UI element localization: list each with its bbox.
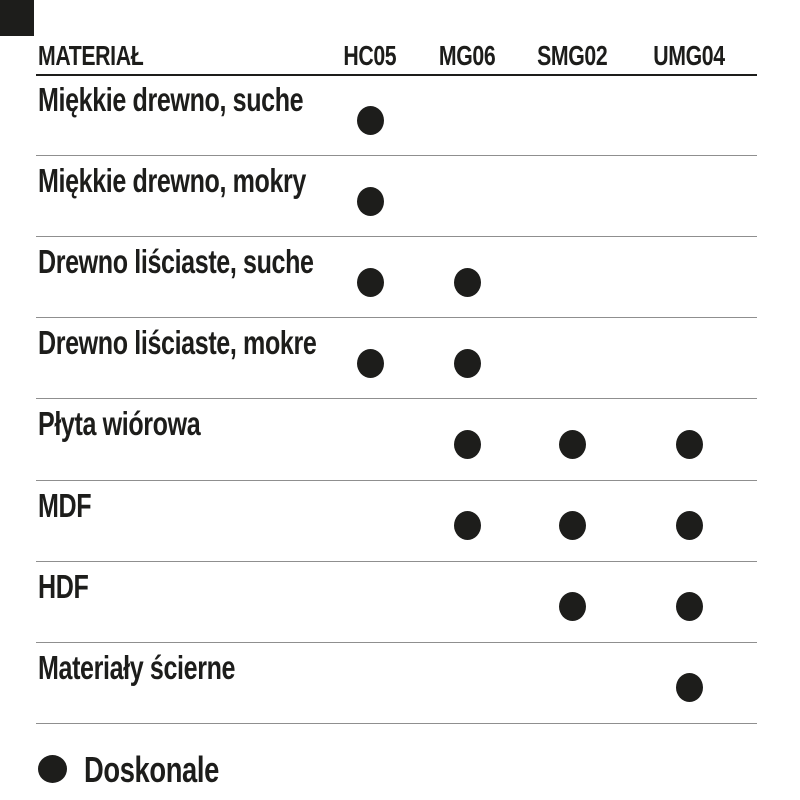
excellent-rating-dot-icon <box>454 268 481 297</box>
table-row-material-label <box>38 244 401 280</box>
table-row-material-label <box>38 406 252 442</box>
material-name: Materiały ścierne <box>38 648 236 686</box>
material-name: Miękkie drewno, mokry <box>38 162 307 200</box>
excellent-rating-dot-icon <box>357 187 384 216</box>
table-row-material-label <box>38 325 404 361</box>
table-row-material-label <box>38 163 391 199</box>
row-divider <box>36 236 757 237</box>
excellent-rating-dot-icon <box>559 430 586 459</box>
excellent-rating-dot-icon <box>357 106 384 135</box>
excellent-rating-dot-icon <box>357 268 384 297</box>
excellent-rating-dot-icon <box>454 430 481 459</box>
table-row-material-label <box>38 488 108 524</box>
column-header-umg04 <box>619 40 759 72</box>
corner-mark <box>0 0 34 36</box>
excellent-rating-dot-icon <box>676 592 703 621</box>
material-name: Płyta wiórowa <box>38 405 201 443</box>
legend-excellent-dot-icon <box>38 755 67 783</box>
column-header-label: MG06 <box>438 40 496 71</box>
excellent-rating-dot-icon <box>676 511 703 540</box>
material-header-label: MATERIAŁ <box>38 40 144 71</box>
table-row-material-label <box>38 569 104 605</box>
material-name: Drewno liściaste, suche <box>38 243 314 281</box>
excellent-rating-dot-icon <box>559 511 586 540</box>
column-header-label: SMG02 <box>536 40 608 71</box>
row-divider <box>36 317 757 318</box>
table-row-material-label <box>38 650 297 686</box>
material-name: MDF <box>38 486 92 524</box>
row-divider <box>36 480 757 481</box>
material-name: HDF <box>38 567 89 605</box>
row-divider <box>36 642 757 643</box>
material-name: Miękkie drewno, suche <box>38 81 304 118</box>
column-header-label: UMG04 <box>653 40 725 71</box>
excellent-rating-dot-icon <box>559 592 586 621</box>
column-header-label: HC05 <box>343 40 397 71</box>
row-divider <box>36 561 757 562</box>
legend-excellent-label: Doskonale <box>84 749 219 790</box>
excellent-rating-dot-icon <box>454 349 481 378</box>
excellent-rating-dot-icon <box>676 673 703 702</box>
excellent-rating-dot-icon <box>454 511 481 540</box>
row-divider <box>36 155 757 156</box>
row-divider <box>36 723 757 724</box>
header-divider <box>36 74 757 76</box>
material-column-header <box>38 40 177 72</box>
row-divider <box>36 398 757 399</box>
table-row-material-label <box>38 82 387 118</box>
excellent-rating-dot-icon <box>357 349 384 378</box>
excellent-rating-dot-icon <box>676 430 703 459</box>
material-name: Drewno liściaste, mokre <box>38 324 317 362</box>
